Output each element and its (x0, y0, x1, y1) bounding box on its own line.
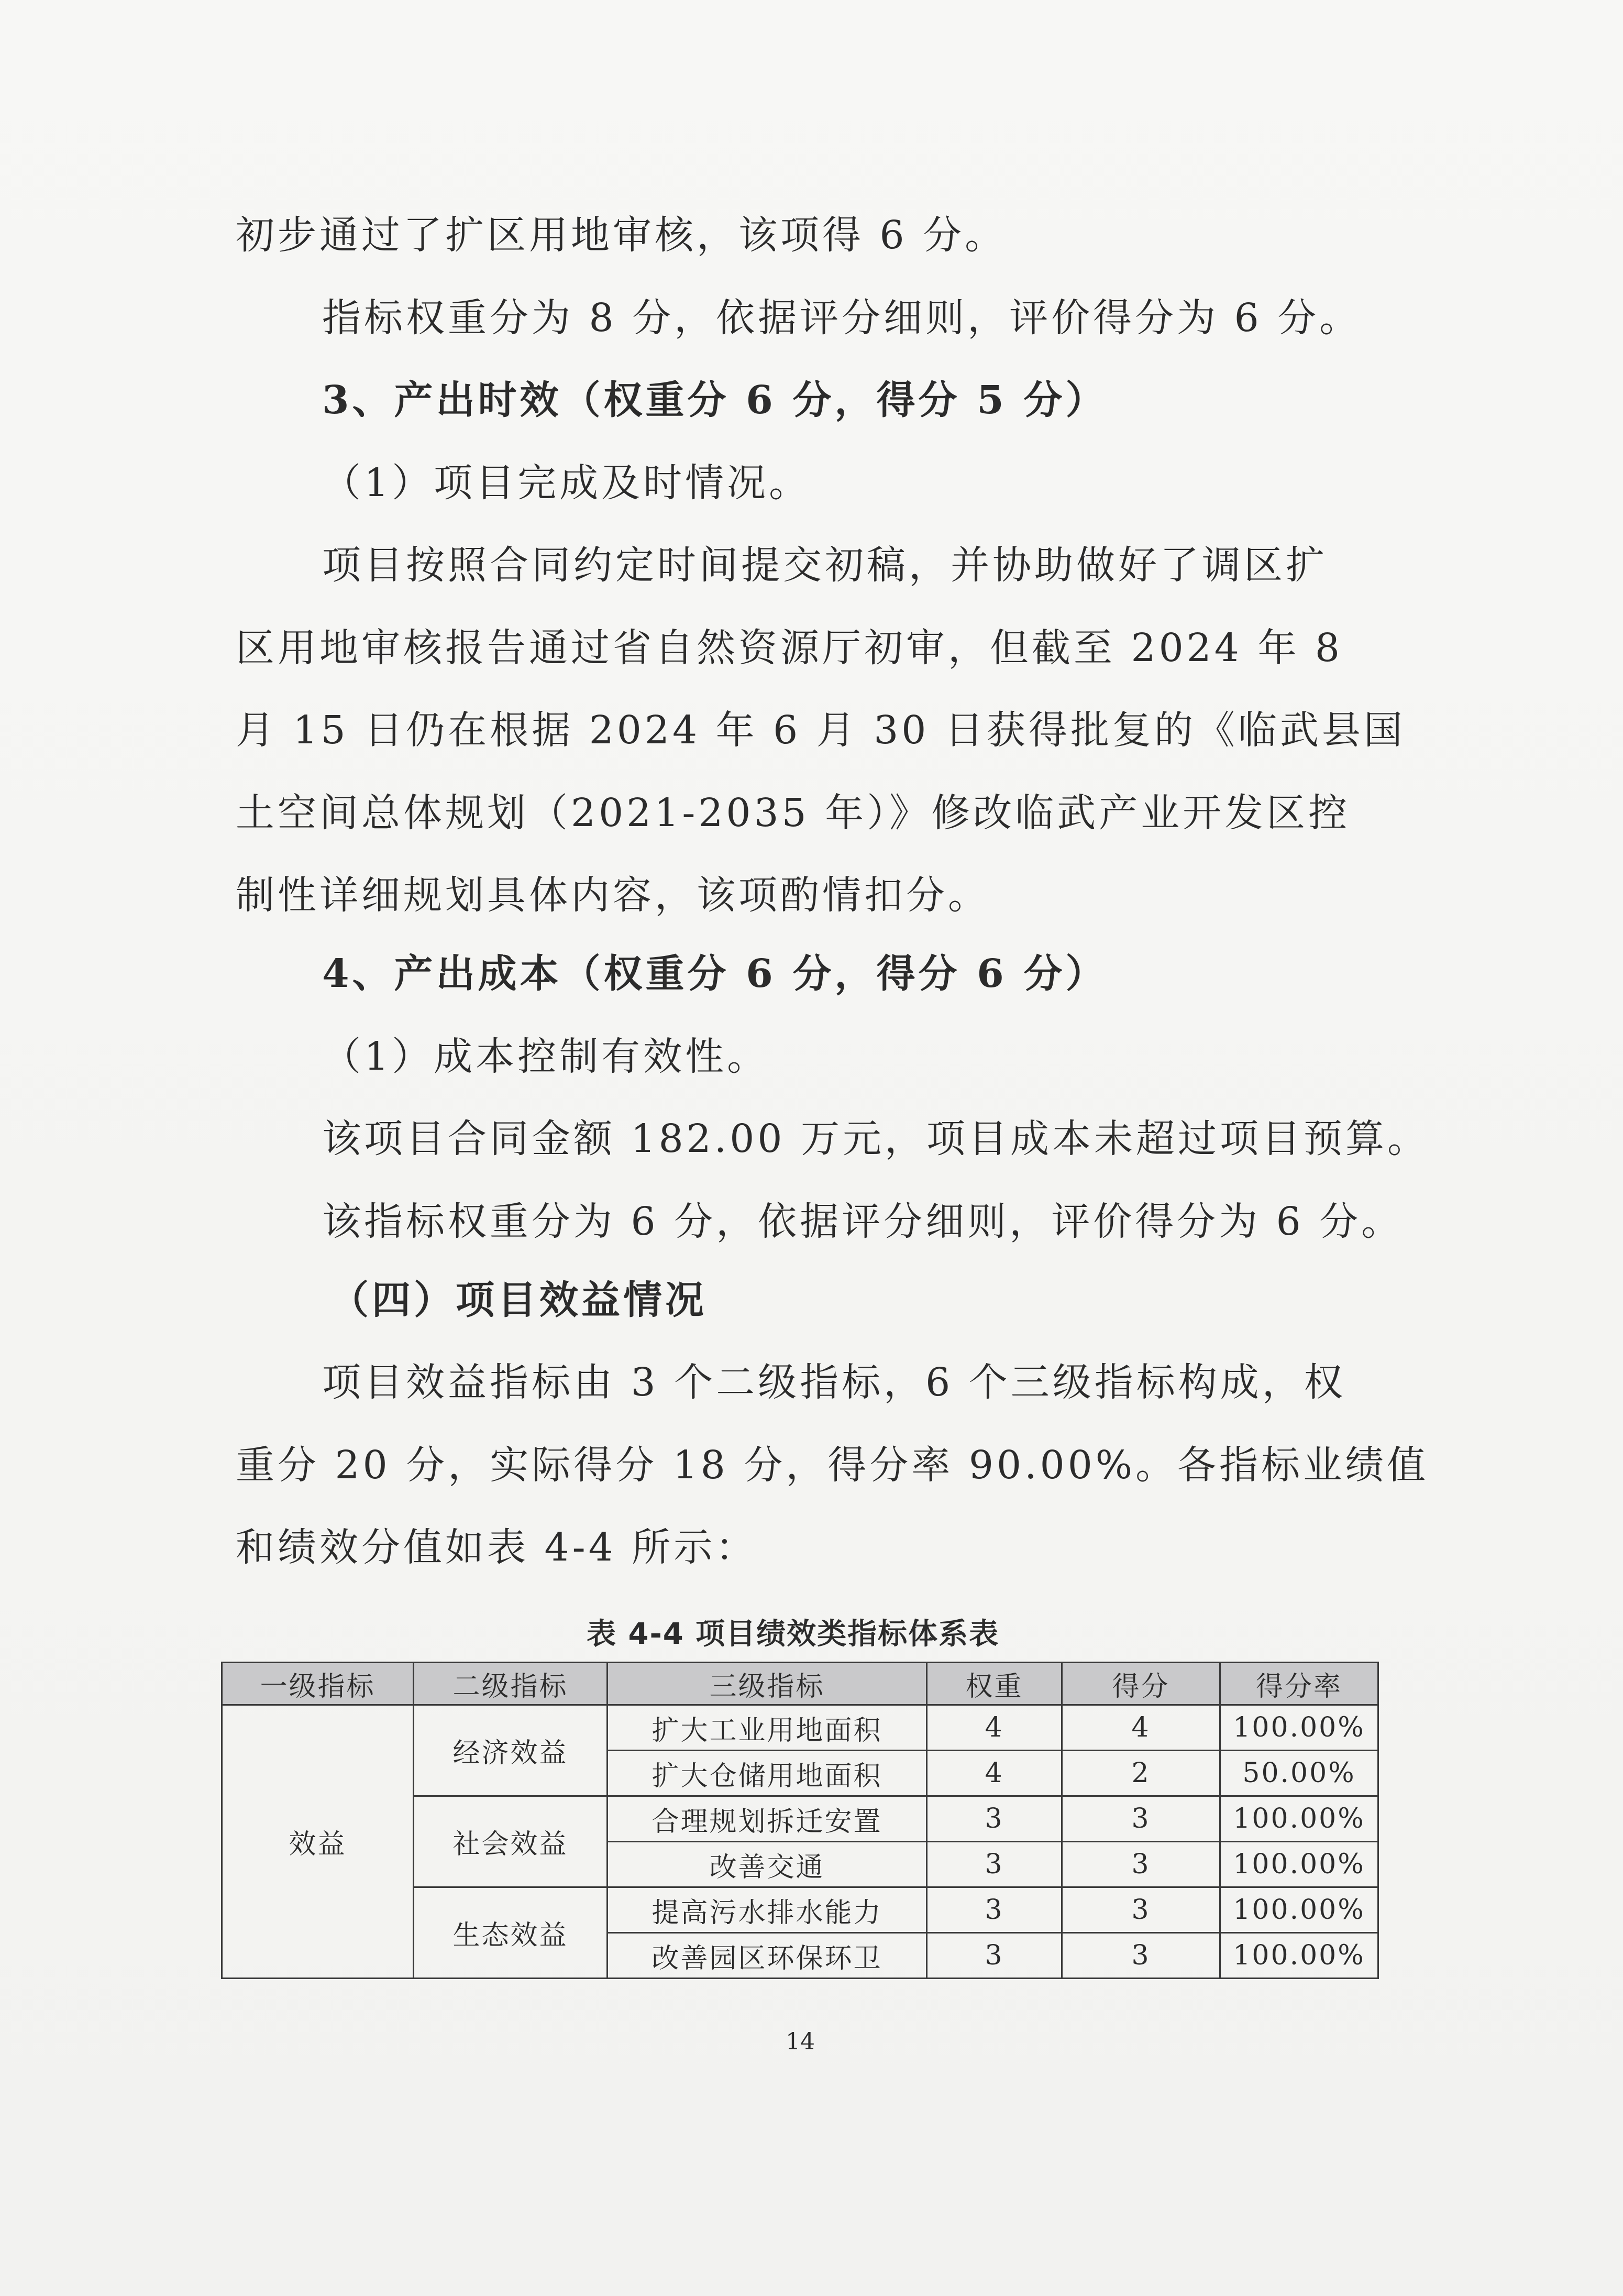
paragraph-line: 项目效益指标由 3 个二级指标，6 个三级指标构成，权 (322, 1360, 1346, 1405)
section-heading: （四）项目效益情况 (330, 1278, 707, 1323)
rate-cell: 100.00% (1220, 1933, 1378, 1979)
paragraph-line: 制性详细规划具体内容，该项酌情扣分。 (236, 873, 990, 918)
paragraph-line: 指标权重分为 8 分，依据评分细则，评价得分为 6 分。 (322, 295, 1362, 340)
rate-cell: 100.00% (1220, 1705, 1378, 1751)
section-heading: 4、产出成本（权重分 6 分，得分 6 分） (322, 951, 1108, 996)
score-cell: 3 (1062, 1887, 1220, 1933)
weight-cell: 4 (927, 1751, 1062, 1796)
weight-cell: 3 (927, 1933, 1062, 1979)
subsection-heading: （1）成本控制有效性。 (322, 1034, 769, 1079)
score-cell: 2 (1062, 1751, 1220, 1796)
paragraph-line: 重分 20 分，实际得分 18 分，得分率 90.00%。各指标业绩值 (236, 1443, 1429, 1488)
indicator-cell: 改善交通 (608, 1842, 927, 1887)
table-row (222, 1705, 1378, 1751)
performance-indicator-table (221, 1662, 1379, 1979)
paragraph-line: 项目按照合同约定时间提交初稿，并协助做好了调区扩 (322, 543, 1328, 588)
indicator-cell: 合理规划拆迁安置 (608, 1796, 927, 1842)
header-cell: 权重 (927, 1663, 1062, 1705)
indicator-cell: 扩大仓储用地面积 (608, 1751, 927, 1796)
paragraph-line: 月 15 日仍在根据 2024 年 6 月 30 日获得批复的《临武县国 (236, 708, 1406, 753)
subsection-heading: （1）项目完成及时情况。 (322, 460, 811, 506)
paragraph-line: 该项目合同金额 182.00 万元，项目成本未超过项目预算。 (322, 1116, 1429, 1161)
table-caption: 表 4-4 项目绩效类指标体系表 (587, 1617, 1000, 1651)
level2-cell: 社会效益 (414, 1796, 608, 1887)
score-cell: 3 (1062, 1796, 1220, 1842)
indicator-cell: 扩大工业用地面积 (608, 1705, 927, 1751)
section-heading: 3、产出时效（权重分 6 分，得分 5 分） (322, 378, 1108, 423)
paragraph-line: 和绩效分值如表 4-4 所示： (236, 1525, 758, 1570)
header-cell: 二级指标 (414, 1663, 608, 1705)
rate-cell: 100.00% (1220, 1796, 1378, 1842)
weight-cell: 3 (927, 1842, 1062, 1887)
page-number: 14 (786, 2028, 815, 2055)
weight-cell: 3 (927, 1796, 1062, 1842)
rate-cell: 100.00% (1220, 1842, 1378, 1887)
header-cell: 一级指标 (222, 1663, 414, 1705)
weight-cell: 3 (927, 1887, 1062, 1933)
indicator-cell: 提高污水排水能力 (608, 1887, 927, 1933)
score-cell: 3 (1062, 1933, 1220, 1979)
level2-cell: 经济效益 (414, 1705, 608, 1796)
score-cell: 4 (1062, 1705, 1220, 1751)
header-cell: 得分 (1062, 1663, 1220, 1705)
paragraph-line: 土空间总体规划（2021-2035 年）》修改临武产业开发区控 (236, 790, 1351, 836)
header-cell: 得分率 (1220, 1663, 1378, 1705)
rate-cell: 100.00% (1220, 1887, 1378, 1933)
level1-cell: 效益 (222, 1705, 414, 1979)
indicator-cell: 改善园区环保环卫 (608, 1933, 927, 1979)
paragraph-line: 该指标权重分为 6 分，依据评分细则，评价得分为 6 分。 (322, 1199, 1404, 1244)
header-cell: 三级指标 (608, 1663, 927, 1705)
level2-cell: 生态效益 (414, 1887, 608, 1979)
score-cell: 3 (1062, 1842, 1220, 1887)
paragraph-line: 区用地审核报告通过省自然资源厅初审，但截至 2024 年 8 (236, 625, 1343, 671)
table-header-row (222, 1663, 1378, 1705)
paragraph-line: 初步通过了扩区用地审核，该项得 6 分。 (236, 213, 1007, 258)
rate-cell: 50.00% (1220, 1751, 1378, 1796)
weight-cell: 4 (927, 1705, 1062, 1751)
